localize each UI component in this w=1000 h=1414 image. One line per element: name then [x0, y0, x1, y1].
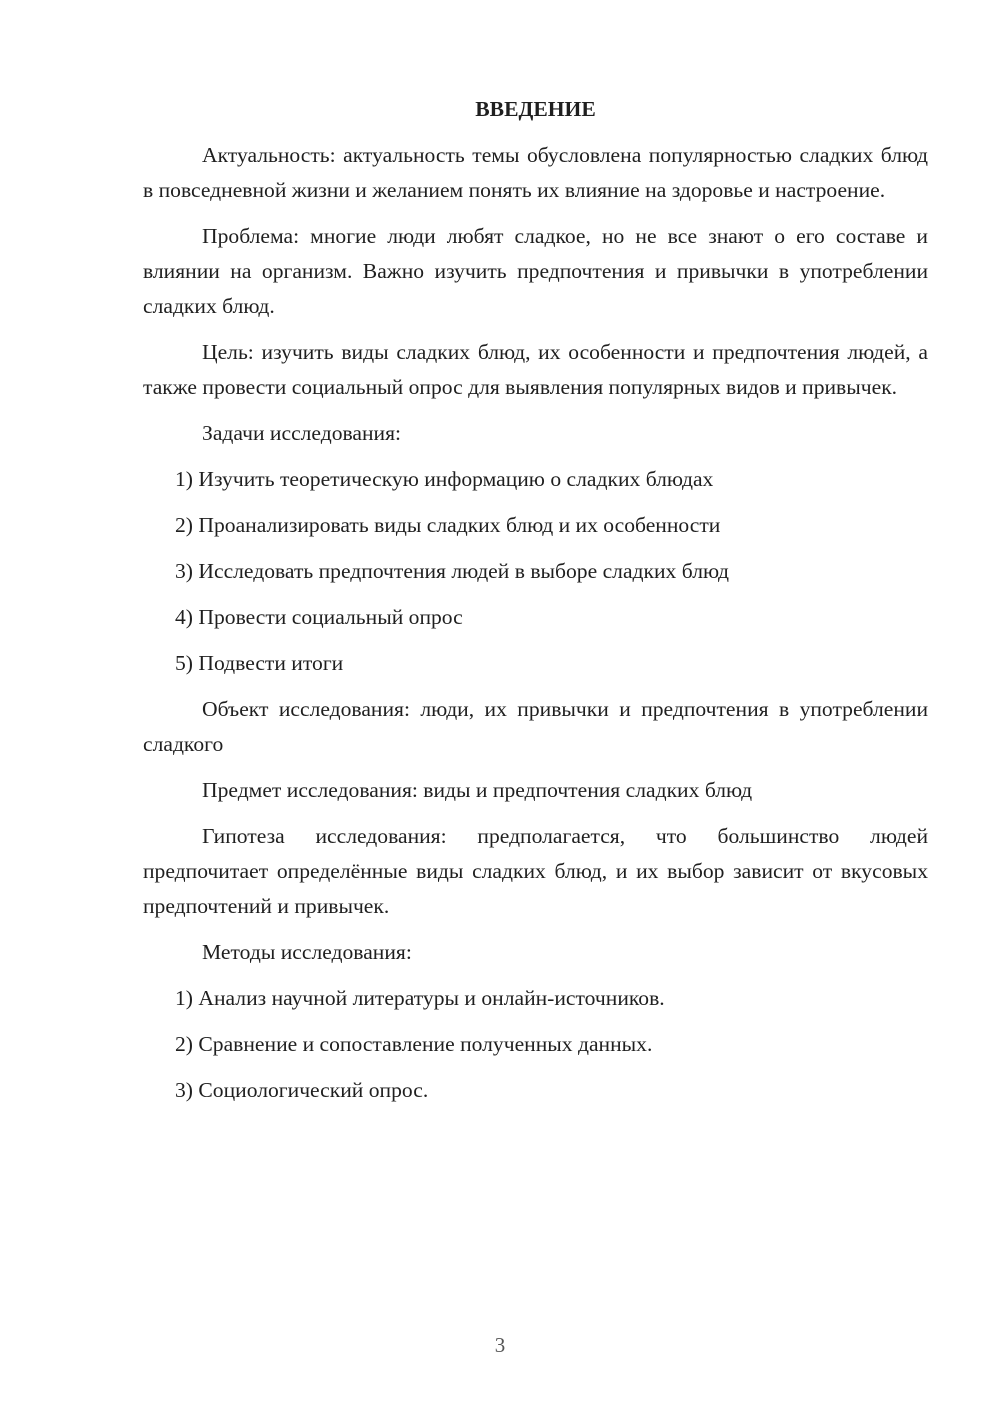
- methods-heading: Методы исследования:: [202, 940, 412, 964]
- methods-list: [143, 981, 928, 1108]
- list-item: 4) Провести социальный опрос: [175, 605, 463, 629]
- hypothesis-paragraph: Гипотеза исследования: предполагается, что большинство людей предпочитает определённые виды сладких блюд, и их выбор зависит от вкусовых предпочтений и привычек.: [143, 824, 928, 918]
- subject-paragraph: Предмет исследования: виды и предпочтения сладких блюд: [202, 778, 753, 802]
- list-item: 3) Социологический опрос.: [175, 1078, 429, 1102]
- relevance-paragraph: Актуальность: актуальность темы обусловлена популярностью сладких блюд в повседневной жизни и желанием понять их влияние на здоровье и настроение.: [143, 143, 928, 202]
- list-item: 1) Изучить теоретическую информацию о сладких блюдах: [175, 467, 714, 491]
- goal-paragraph: Цель: изучить виды сладких блюд, их особенности и предпочтения людей, а также провести социальный опрос для выявления популярных видов и привычек.: [143, 340, 928, 399]
- document-page: [143, 92, 928, 1119]
- list-item: 2) Сравнение и сопоставление полученных данных.: [175, 1032, 653, 1056]
- tasks-list: [143, 462, 928, 681]
- problem-paragraph: Проблема: многие люди любят сладкое, но не все знают о его составе и влиянии на организм. Важно изучить предпочтения и привычки в употреблении сладких блюд.: [143, 224, 928, 318]
- object-paragraph: Объект исследования: люди, их привычки и предпочтения в употреблении сладкого: [143, 697, 928, 756]
- list-item: 3) Исследовать предпочтения людей в выборе сладких блюд: [175, 559, 730, 583]
- page-number: 3: [494, 1333, 506, 1357]
- list-item: 2) Проанализировать виды сладких блюд и их особенности: [175, 513, 721, 537]
- list-item: 5) Подвести итоги: [175, 651, 344, 675]
- list-item: 1) Анализ научной литературы и онлайн-источников.: [175, 986, 665, 1010]
- tasks-heading: Задачи исследования:: [202, 421, 402, 445]
- page-title: ВВЕДЕНИЕ: [475, 97, 596, 121]
